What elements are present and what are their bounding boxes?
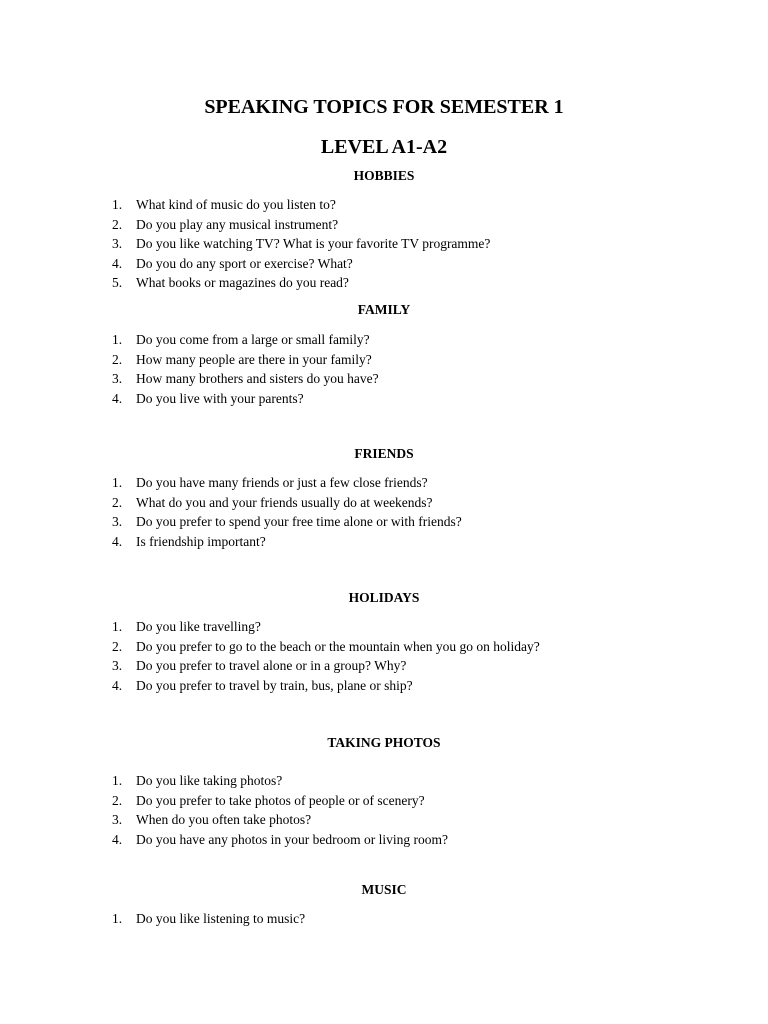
item-text: Do you like travelling? xyxy=(136,619,261,634)
item-number: 3. xyxy=(112,658,123,673)
item-text: Do you like watching TV? What is your favorite TV programme? xyxy=(136,236,491,251)
item-text: Do you come from a large or small family? xyxy=(136,332,370,347)
item-number: 3. xyxy=(112,371,123,386)
item-number: 1. xyxy=(112,911,123,926)
item-number: 1. xyxy=(112,475,123,490)
item-text: When do you often take photos? xyxy=(136,812,312,827)
item-number: 2. xyxy=(112,792,123,808)
item-text: Do you like listening to music? xyxy=(136,911,306,926)
item-number: 3. xyxy=(112,514,123,529)
item-number: 1. xyxy=(112,773,123,788)
item-text: Do you have any photos in your bedroom or living room? xyxy=(136,831,448,847)
item-text: Do you like taking photos? xyxy=(136,773,283,788)
item-number: 2. xyxy=(112,216,123,232)
item-text: Do you prefer to spend your free time alone or with friends? xyxy=(136,514,462,529)
section-heading-taking-photos: TAKING PHOTOS xyxy=(327,735,441,750)
item-text: Do you prefer to take photos of people or of scenery? xyxy=(136,792,425,808)
section-heading-music: MUSIC xyxy=(361,882,407,897)
item-number: 4. xyxy=(112,255,123,271)
item-text: Do you have many friends or just a few close friends? xyxy=(136,475,428,490)
item-text: How many brothers and sisters do you have? xyxy=(136,371,379,386)
item-number: 5. xyxy=(112,275,123,290)
item-text: What kind of music do you listen to? xyxy=(136,197,336,212)
item-number: 4. xyxy=(112,677,123,693)
item-number: 1. xyxy=(112,619,123,634)
item-number: 3. xyxy=(112,812,123,827)
item-number: 3. xyxy=(112,236,123,251)
section-heading-friends: FRIENDS xyxy=(354,446,414,461)
document-title: SPEAKING TOPICS FOR SEMESTER 1 xyxy=(204,96,564,118)
item-number: 4. xyxy=(112,533,123,549)
item-number: 2. xyxy=(112,494,123,510)
section-heading-family: FAMILY xyxy=(357,302,411,317)
item-number: 2. xyxy=(112,351,123,367)
item-text: Do you prefer to go to the beach or the mountain when you go on holiday? xyxy=(136,638,540,654)
item-text: What do you and your friends usually do at weekends? xyxy=(136,494,433,510)
item-text: What books or magazines do you read? xyxy=(136,275,349,290)
item-number: 1. xyxy=(112,197,123,212)
item-text: Do you live with your parents? xyxy=(136,390,304,406)
item-text: How many people are there in your family? xyxy=(136,351,372,367)
item-text: Do you do any sport or exercise? What? xyxy=(136,255,353,271)
document-subtitle: LEVEL A1-A2 xyxy=(320,136,448,158)
item-number: 1. xyxy=(112,332,123,347)
item-number: 4. xyxy=(112,831,123,847)
item-text: Do you play any musical instrument? xyxy=(136,216,339,232)
item-text: Do you prefer to travel alone or in a group? Why? xyxy=(136,658,407,673)
item-number: 4. xyxy=(112,390,123,406)
item-number: 2. xyxy=(112,638,123,654)
section-heading-hobbies: HOBBIES xyxy=(353,168,415,183)
item-text: Do you prefer to travel by train, bus, plane or ship? xyxy=(136,677,413,693)
section-heading-holidays: HOLIDAYS xyxy=(348,590,420,605)
item-text: Is friendship important? xyxy=(136,533,266,549)
